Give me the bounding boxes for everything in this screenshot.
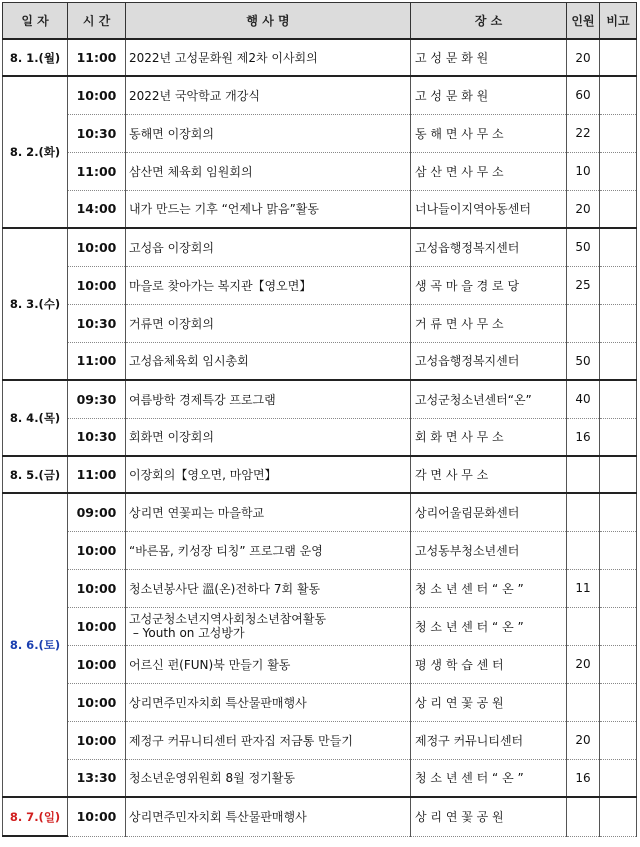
note-cell — [600, 721, 637, 759]
date-cell: 8. 1.(월) — [3, 39, 68, 76]
place-cell: 고성군청소년센터“온” — [411, 380, 567, 418]
table-row — [3, 607, 637, 645]
event-cell: 제정구 커뮤니티센터 판자집 저금통 만들기 — [126, 721, 411, 759]
event-cell: 청소년봉사단 溫(온)전하다 7회 활동 — [126, 569, 411, 607]
count-cell: 50 — [567, 228, 600, 266]
count-cell: 50 — [567, 342, 600, 380]
note-cell — [600, 456, 637, 493]
event-line: 고성군청소년지역사회청소년참여활동 — [129, 612, 327, 626]
event-subline: – Youth on 고성방가 — [129, 626, 245, 640]
time-cell: 10:00 — [68, 228, 126, 266]
time-cell: 10:30 — [68, 114, 126, 152]
date-cell: 8. 5.(금) — [3, 456, 68, 493]
time-cell: 11:00 — [68, 456, 126, 493]
event-cell: 상리면 연꽃피는 마을학교 — [126, 493, 411, 531]
event-cell: “바른몸, 키성장 티칭” 프로그램 운영 — [126, 531, 411, 569]
time-cell: 10:00 — [68, 645, 126, 683]
count-cell: 25 — [567, 266, 600, 304]
place-cell: 삼 산 면 사 무 소 — [411, 152, 567, 190]
place-cell: 상리어울림문화센터 — [411, 493, 567, 531]
place-cell: 동 해 면 사 무 소 — [411, 114, 567, 152]
header-event: 행 사 명 — [126, 3, 411, 40]
time-cell: 11:00 — [68, 342, 126, 380]
place-cell: 고성읍행정복지센터 — [411, 228, 567, 266]
event-cell — [126, 607, 411, 645]
header-time: 시 간 — [68, 3, 126, 40]
time-cell: 14:00 — [68, 190, 126, 228]
place-cell: 고 성 문 화 원 — [411, 76, 567, 114]
place-cell: 상 리 연 꽃 공 원 — [411, 797, 567, 836]
count-cell: 40 — [567, 380, 600, 418]
event-cell: 2022년 국악학교 개강식 — [126, 76, 411, 114]
date-cell: 8. 4.(목) — [3, 380, 68, 456]
count-cell — [567, 493, 600, 531]
time-cell: 10:00 — [68, 531, 126, 569]
place-cell: 고성동부청소년센터 — [411, 531, 567, 569]
schedule-table — [2, 2, 637, 837]
event-cell: 고성읍 이장회의 — [126, 228, 411, 266]
note-cell — [600, 380, 637, 418]
count-cell: 20 — [567, 39, 600, 76]
table-row — [3, 266, 637, 304]
time-cell: 10:00 — [68, 683, 126, 721]
place-cell: 청 소 년 센 터 “ 온 ” — [411, 607, 567, 645]
count-cell: 16 — [567, 759, 600, 797]
note-cell — [600, 418, 637, 456]
note-cell — [600, 304, 637, 342]
table-row — [3, 342, 637, 380]
note-cell — [600, 531, 637, 569]
place-cell: 청 소 년 센 터 “ 온 ” — [411, 569, 567, 607]
count-cell: 20 — [567, 645, 600, 683]
header-count: 인원 — [567, 3, 600, 40]
table-row — [3, 569, 637, 607]
time-cell: 09:30 — [68, 380, 126, 418]
note-cell — [600, 569, 637, 607]
count-cell: 16 — [567, 418, 600, 456]
count-cell: 20 — [567, 190, 600, 228]
event-cell: 청소년운영위원회 8월 정기활동 — [126, 759, 411, 797]
note-cell — [600, 683, 637, 721]
note-cell — [600, 114, 637, 152]
note-cell — [600, 152, 637, 190]
note-cell — [600, 266, 637, 304]
count-cell: 10 — [567, 152, 600, 190]
event-cell: 내가 만드는 기후 “언제나 맑음”활동 — [126, 190, 411, 228]
count-cell — [567, 607, 600, 645]
time-cell: 10:00 — [68, 76, 126, 114]
event-cell: 상리면주민자치회 특산물판매행사 — [126, 797, 411, 836]
table-row — [3, 456, 637, 493]
event-cell: 이장회의【영오면, 마암면】 — [126, 456, 411, 493]
table-row — [3, 797, 637, 836]
note-cell — [600, 76, 637, 114]
table-row — [3, 493, 637, 531]
count-cell — [567, 304, 600, 342]
date-cell: 8. 2.(화) — [3, 76, 68, 228]
table-row — [3, 304, 637, 342]
note-cell — [600, 39, 637, 76]
place-cell: 제정구 커뮤니티센터 — [411, 721, 567, 759]
place-cell: 평 생 학 습 센 터 — [411, 645, 567, 683]
count-cell: 11 — [567, 569, 600, 607]
time-cell: 11:00 — [68, 39, 126, 76]
table-row — [3, 531, 637, 569]
event-cell: 마을로 찾아가는 복지관【영오면】 — [126, 266, 411, 304]
place-cell: 고성읍행정복지센터 — [411, 342, 567, 380]
header-row — [3, 3, 637, 40]
time-cell: 11:00 — [68, 152, 126, 190]
place-cell: 각 면 사 무 소 — [411, 456, 567, 493]
note-cell — [600, 342, 637, 380]
event-cell: 동해면 이장회의 — [126, 114, 411, 152]
table-row — [3, 759, 637, 797]
event-cell: 회화면 이장회의 — [126, 418, 411, 456]
time-cell: 10:30 — [68, 418, 126, 456]
note-cell — [600, 759, 637, 797]
time-cell: 10:00 — [68, 569, 126, 607]
date-cell: 8. 3.(수) — [3, 228, 68, 380]
time-cell: 09:00 — [68, 493, 126, 531]
event-cell: 상리면주민자치회 특산물판매행사 — [126, 683, 411, 721]
place-cell: 상 리 연 꽃 공 원 — [411, 683, 567, 721]
count-cell: 20 — [567, 721, 600, 759]
note-cell — [600, 190, 637, 228]
table-row — [3, 645, 637, 683]
time-cell: 10:00 — [68, 607, 126, 645]
place-cell: 청 소 년 센 터 “ 온 ” — [411, 759, 567, 797]
table-row — [3, 76, 637, 114]
count-cell — [567, 531, 600, 569]
note-cell — [600, 607, 637, 645]
count-cell — [567, 456, 600, 493]
note-cell — [600, 228, 637, 266]
date-cell: 8. 6.(토) — [3, 493, 68, 797]
table-row — [3, 683, 637, 721]
table-row — [3, 721, 637, 759]
event-cell: 고성읍체육회 임시총회 — [126, 342, 411, 380]
event-cell: 어르신 펀(FUN)북 만들기 활동 — [126, 645, 411, 683]
event-cell: 2022년 고성문화원 제2차 이사회의 — [126, 39, 411, 76]
time-cell: 10:00 — [68, 721, 126, 759]
note-cell — [600, 493, 637, 531]
count-cell: 22 — [567, 114, 600, 152]
header-place: 장 소 — [411, 3, 567, 40]
count-cell — [567, 683, 600, 721]
count-cell — [567, 797, 600, 836]
table-row — [3, 418, 637, 456]
place-cell: 너나들이지역아동센터 — [411, 190, 567, 228]
table-row — [3, 190, 637, 228]
header-note: 비고 — [600, 3, 637, 40]
table-row — [3, 380, 637, 418]
note-cell — [600, 645, 637, 683]
event-cell: 거류면 이장회의 — [126, 304, 411, 342]
table-row — [3, 152, 637, 190]
header-date: 일 자 — [3, 3, 68, 40]
event-cell: 삼산면 체육회 임원회의 — [126, 152, 411, 190]
count-cell: 60 — [567, 76, 600, 114]
place-cell: 거 류 면 사 무 소 — [411, 304, 567, 342]
table-row — [3, 39, 637, 76]
date-cell: 8. 7.(일) — [3, 797, 68, 836]
place-cell: 회 화 면 사 무 소 — [411, 418, 567, 456]
table-row — [3, 114, 637, 152]
place-cell: 생 곡 마 을 경 로 당 — [411, 266, 567, 304]
time-cell: 13:30 — [68, 759, 126, 797]
place-cell: 고 성 문 화 원 — [411, 39, 567, 76]
event-cell: 여름방학 경제특강 프로그램 — [126, 380, 411, 418]
time-cell: 10:00 — [68, 266, 126, 304]
time-cell: 10:30 — [68, 304, 126, 342]
table-row — [3, 228, 637, 266]
note-cell — [600, 797, 637, 836]
time-cell: 10:00 — [68, 797, 126, 836]
